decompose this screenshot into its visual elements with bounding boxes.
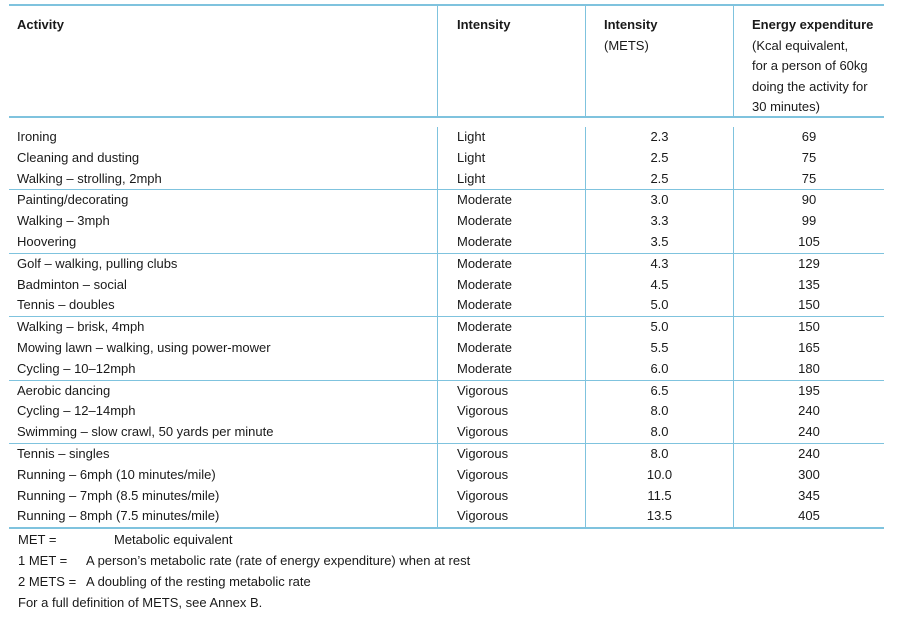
- cell-energy: 129: [733, 254, 884, 275]
- cell-energy: 90: [733, 190, 884, 211]
- table-row: [9, 359, 884, 380]
- cell-activity: Tennis – doubles: [17, 297, 115, 313]
- cell-energy: 405: [733, 506, 884, 527]
- cell-intensity: Vigorous: [437, 506, 585, 527]
- cell-intensity: Moderate: [437, 254, 585, 275]
- cell-mets: 3.0: [585, 190, 733, 211]
- note-term: MET =: [18, 532, 57, 547]
- cell-activity: Aerobic dancing: [17, 382, 111, 398]
- table-row: [9, 401, 884, 422]
- table-row-group: [9, 254, 884, 317]
- cell-energy: 99: [733, 211, 884, 232]
- table-row: [9, 338, 884, 359]
- cell-mets: 3.5: [585, 232, 733, 253]
- cell-activity: Running – 7mph (8.5 minutes/mile): [17, 487, 220, 503]
- cell-mets: 11.5: [585, 486, 733, 507]
- table-row: [9, 232, 884, 253]
- note-one-met: [18, 550, 470, 571]
- table-row: [9, 211, 884, 232]
- cell-energy: 150: [733, 317, 884, 338]
- header-mets-title: Intensity: [604, 17, 658, 32]
- table-row: [9, 127, 884, 148]
- cell-intensity: Moderate: [437, 211, 585, 232]
- notes-section: [18, 529, 470, 613]
- cell-activity: Cycling – 10–12mph: [17, 360, 136, 376]
- cell-energy: 135: [733, 275, 884, 296]
- table-row-group: [9, 381, 884, 444]
- header-intensity: [437, 6, 585, 116]
- header-energy-sub-line: for a person of 60kg: [752, 58, 868, 73]
- table-row: [9, 148, 884, 169]
- cell-energy: 75: [733, 148, 884, 169]
- cell-energy: 240: [733, 444, 884, 465]
- cell-energy: 345: [733, 486, 884, 507]
- cell-mets: 5.0: [585, 317, 733, 338]
- note-definition: A person’s metabolic rate (rate of energy expenditure) when at rest: [86, 553, 471, 568]
- cell-mets: 6.5: [585, 381, 733, 402]
- cell-intensity: Vigorous: [437, 465, 585, 486]
- note-term: 2 METS =: [18, 574, 77, 589]
- cell-intensity: Light: [437, 148, 585, 169]
- table-body: [9, 118, 884, 529]
- header-activity: [9, 6, 437, 116]
- cell-energy: 240: [733, 422, 884, 443]
- cell-activity: Golf – walking, pulling clubs: [17, 255, 178, 271]
- cell-activity: Swimming – slow crawl, 50 yards per minute: [17, 424, 274, 440]
- cell-intensity: Moderate: [437, 338, 585, 359]
- note-footer: For a full definition of METS, see Annex B.: [18, 595, 263, 610]
- table-row-group: [9, 190, 884, 253]
- cell-intensity: Vigorous: [437, 381, 585, 402]
- cell-energy: 75: [733, 169, 884, 190]
- note-term: 1 MET =: [18, 553, 68, 568]
- cell-intensity: Moderate: [437, 232, 585, 253]
- note-definition: Metabolic equivalent: [114, 532, 233, 547]
- cell-activity: Walking – strolling, 2mph: [17, 170, 162, 186]
- cell-activity: Mowing lawn – walking, using power-mower: [17, 339, 271, 355]
- header-activity-label: Activity: [17, 17, 64, 32]
- cell-intensity: Vigorous: [437, 401, 585, 422]
- cell-energy: 180: [733, 359, 884, 380]
- table-row: [9, 506, 884, 527]
- table-row: [9, 254, 884, 275]
- table-row-group: [9, 444, 884, 529]
- cell-mets: 8.0: [585, 401, 733, 422]
- note-met: [18, 529, 470, 550]
- cell-intensity: Moderate: [437, 317, 585, 338]
- cell-energy: 150: [733, 295, 884, 316]
- note-definition: A doubling of the resting metabolic rate: [86, 574, 311, 589]
- cell-intensity: Moderate: [437, 275, 585, 296]
- cell-mets: 5.5: [585, 338, 733, 359]
- header-energy: [733, 6, 884, 116]
- cell-intensity: Moderate: [437, 190, 585, 211]
- cell-mets: 4.3: [585, 254, 733, 275]
- table-row: [9, 444, 884, 465]
- table-row: [9, 169, 884, 190]
- cell-mets: 8.0: [585, 422, 733, 443]
- cell-intensity: Vigorous: [437, 486, 585, 507]
- header-mets: [585, 6, 733, 116]
- cell-mets: 2.5: [585, 148, 733, 169]
- cell-activity: Tennis – singles: [17, 445, 110, 461]
- cell-mets: 6.0: [585, 359, 733, 380]
- table-row: [9, 317, 884, 338]
- activity-energy-table: [9, 4, 884, 529]
- cell-energy: 105: [733, 232, 884, 253]
- cell-activity: Cycling – 12–14mph: [17, 403, 136, 419]
- cell-activity: Running – 8mph (7.5 minutes/mile): [17, 508, 220, 524]
- cell-energy: 195: [733, 381, 884, 402]
- cell-intensity: Moderate: [437, 359, 585, 380]
- cell-energy: 240: [733, 401, 884, 422]
- cell-energy: 69: [733, 127, 884, 148]
- table-row-group: [9, 118, 884, 190]
- header-intensity-label: Intensity: [457, 17, 511, 32]
- cell-intensity: Vigorous: [437, 444, 585, 465]
- cell-activity: Walking – 3mph: [17, 213, 110, 229]
- cell-activity: Running – 6mph (10 minutes/mile): [17, 466, 216, 482]
- cell-activity: Badminton – social: [17, 276, 127, 292]
- cell-intensity: Light: [437, 127, 585, 148]
- table-row: [9, 275, 884, 296]
- table-row: [9, 381, 884, 402]
- note-two-mets: [18, 571, 470, 592]
- cell-mets: 8.0: [585, 444, 733, 465]
- cell-mets: 2.5: [585, 169, 733, 190]
- table-row: [9, 486, 884, 507]
- header-energy-title: Energy expenditure: [752, 17, 874, 32]
- cell-activity: Hoovering: [17, 233, 77, 249]
- cell-energy: 165: [733, 338, 884, 359]
- table-row-group: [9, 317, 884, 380]
- cell-activity: Cleaning and dusting: [17, 149, 140, 165]
- header-energy-sub-line: 30 minutes): [752, 99, 820, 114]
- table-row: [9, 295, 884, 316]
- header-energy-sub-line: doing the activity for: [752, 78, 868, 94]
- cell-mets: 4.5: [585, 275, 733, 296]
- table-header-row: [9, 6, 884, 118]
- cell-intensity: Light: [437, 169, 585, 190]
- cell-activity: Ironing: [17, 129, 57, 144]
- cell-mets: 2.3: [585, 127, 733, 148]
- cell-energy: 300: [733, 465, 884, 486]
- cell-activity: Painting/decorating: [17, 192, 129, 208]
- cell-activity: Walking – brisk, 4mph: [17, 319, 145, 335]
- table-row: [9, 465, 884, 486]
- cell-mets: 10.0: [585, 465, 733, 486]
- cell-intensity: Moderate: [437, 295, 585, 316]
- table-row: [9, 190, 884, 211]
- table-row: [9, 422, 884, 443]
- cell-intensity: Vigorous: [437, 422, 585, 443]
- cell-mets: 5.0: [585, 295, 733, 316]
- header-mets-sub: (METS): [604, 37, 649, 53]
- cell-mets: 3.3: [585, 211, 733, 232]
- header-energy-sub-line: (Kcal equivalent,: [752, 37, 849, 53]
- cell-mets: 13.5: [585, 506, 733, 527]
